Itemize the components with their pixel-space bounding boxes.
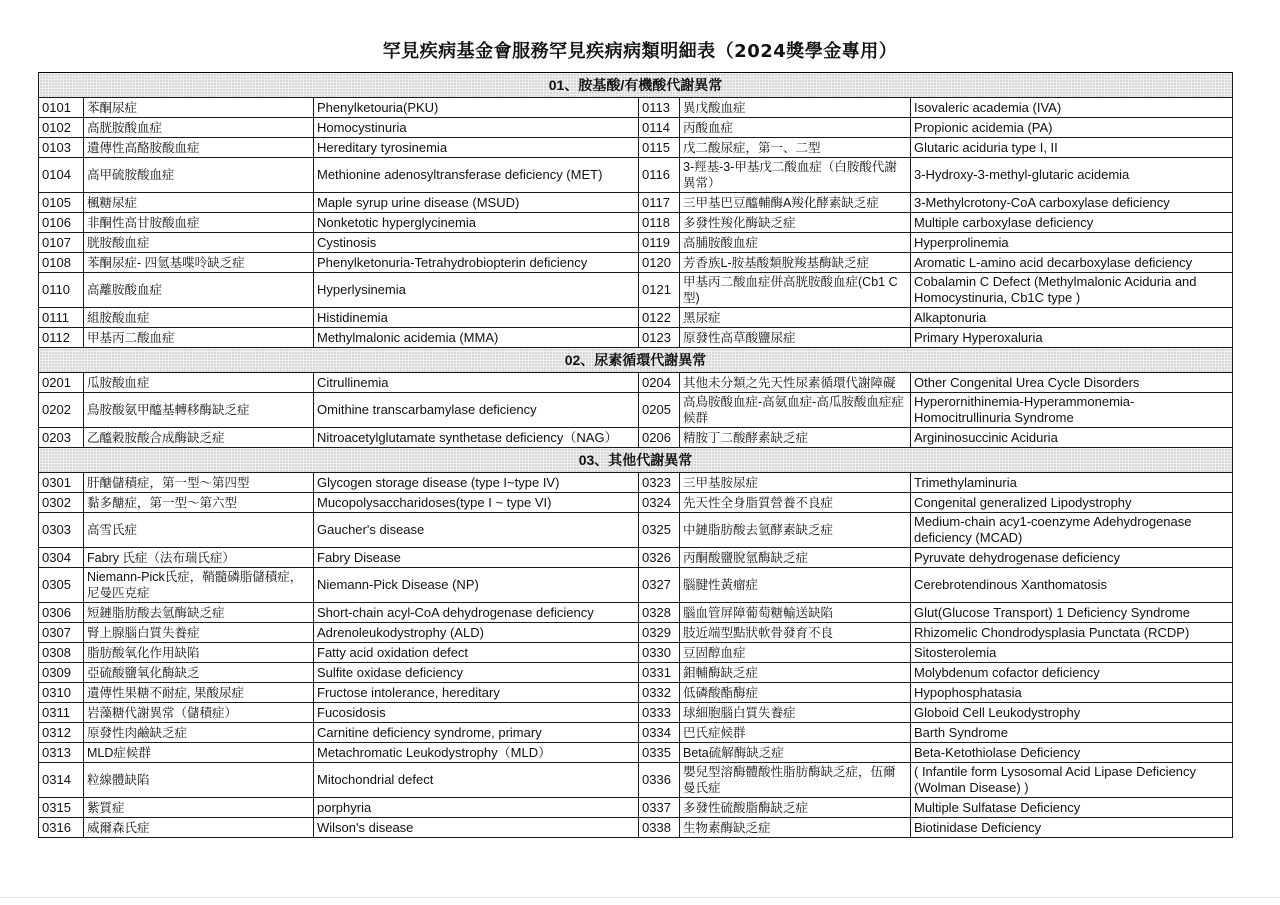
left-code-cell: 0309	[39, 663, 84, 683]
right-disease-name-en: Molybdenum cofactor deficiency	[911, 663, 1233, 683]
left-code-cell: 0314	[39, 763, 84, 798]
right-code-cell: 0327	[639, 568, 680, 603]
left-disease-name-en: Glycogen storage disease (type I~type IV)	[314, 473, 639, 493]
left-code-cell: 0102	[39, 118, 84, 138]
right-disease-name-zh: Beta硫解酶缺乏症	[680, 743, 911, 763]
right-disease-name-zh: 精胺丁二酸酵素缺乏症	[680, 428, 911, 448]
left-disease-name-en: Histidinemia	[314, 308, 639, 328]
right-disease-name-zh: 3-羥基-3-甲基戊二酸血症（白胺酸代謝異常）	[680, 158, 911, 193]
right-code-cell: 0337	[639, 798, 680, 818]
section-heading-row	[39, 73, 1233, 98]
page-title: 罕見疾病基金會服務罕見疾病病類明細表（2024獎學金專用）	[382, 41, 898, 62]
left-disease-name-zh: 岩藻糖代謝異常（儲積症）	[84, 703, 314, 723]
left-disease-name-zh: 組胺酸血症	[84, 308, 314, 328]
right-disease-name-zh: 高脯胺酸血症	[680, 233, 911, 253]
left-disease-name-en: Wilson's disease	[314, 818, 639, 838]
right-code-cell: 0332	[639, 683, 680, 703]
right-disease-name-zh: 腦腱性黃瘤症	[680, 568, 911, 603]
right-disease-name-en: Glut(Glucose Transport) 1 Deficiency Syndrome	[911, 603, 1233, 623]
section-heading-row	[39, 348, 1233, 373]
left-code-cell: 0306	[39, 603, 84, 623]
right-code-cell: 0323	[639, 473, 680, 493]
left-disease-name-en: Gaucher's disease	[314, 513, 639, 548]
left-code-cell: 0301	[39, 473, 84, 493]
left-disease-name-zh: 苯酮尿症	[84, 98, 314, 118]
right-code-cell: 0331	[639, 663, 680, 683]
table-row	[39, 328, 1233, 348]
table-row	[39, 663, 1233, 683]
left-disease-name-en: Nitroacetylglutamate synthetase deficiency（NAG）	[314, 428, 639, 448]
right-code-cell: 0123	[639, 328, 680, 348]
left-disease-name-en: Cystinosis	[314, 233, 639, 253]
table-row	[39, 568, 1233, 603]
left-disease-name-zh: 脂肪酸氧化作用缺陷	[84, 643, 314, 663]
right-disease-name-en: Alkaptonuria	[911, 308, 1233, 328]
right-disease-name-en: Sitosterolemia	[911, 643, 1233, 663]
section-heading: 02、尿素循環代謝異常	[39, 348, 1233, 373]
left-disease-name-zh: 腎上腺腦白質失養症	[84, 623, 314, 643]
right-code-cell: 0122	[639, 308, 680, 328]
table-row	[39, 743, 1233, 763]
right-disease-name-en: Hypophosphatasia	[911, 683, 1233, 703]
table-row	[39, 603, 1233, 623]
left-disease-name-zh: 高離胺酸血症	[84, 273, 314, 308]
right-disease-name-en: Argininosuccinic Aciduria	[911, 428, 1233, 448]
right-disease-name-en: Cobalamin C Defect (Methylmalonic Aciduria and Homocystinuria, Cb1C type )	[911, 273, 1233, 308]
right-code-cell: 0325	[639, 513, 680, 548]
right-disease-name-zh: 鉬輔酶缺乏症	[680, 663, 911, 683]
right-code-cell: 0334	[639, 723, 680, 743]
left-disease-name-zh: 甲基丙二酸血症	[84, 328, 314, 348]
right-disease-name-zh: 球細胞腦白質失養症	[680, 703, 911, 723]
right-code-cell: 0336	[639, 763, 680, 798]
left-disease-name-zh: 鳥胺酸氨甲醯基轉移酶缺乏症	[84, 393, 314, 428]
left-disease-name-en: Homocystinuria	[314, 118, 639, 138]
left-disease-name-zh: MLD症候群	[84, 743, 314, 763]
right-disease-name-en: Congenital generalized Lipodystrophy	[911, 493, 1233, 513]
right-disease-name-en: Other Congenital Urea Cycle Disorders	[911, 373, 1233, 393]
left-code-cell: 0103	[39, 138, 84, 158]
left-disease-name-en: Mucopolysaccharidoses(type I ~ type VI)	[314, 493, 639, 513]
right-disease-name-zh: 原發性高草酸鹽尿症	[680, 328, 911, 348]
table-row	[39, 513, 1233, 548]
right-code-cell: 0121	[639, 273, 680, 308]
right-disease-name-zh: 其他未分類之先天性尿素循環代謝障礙	[680, 373, 911, 393]
right-disease-name-en: Trimethylaminuria	[911, 473, 1233, 493]
right-disease-name-en: Hyperornithinemia-Hyperammonemia-Homocitrullinuria Syndrome	[911, 393, 1233, 428]
right-code-cell: 0329	[639, 623, 680, 643]
left-disease-name-en: Hereditary tyrosinemia	[314, 138, 639, 158]
right-disease-name-en: Rhizomelic Chondrodysplasia Punctata (RCDP)	[911, 623, 1233, 643]
right-disease-name-en: Medium-chain acy1-coenzyme Adehydrogenase deficiency (MCAD)	[911, 513, 1233, 548]
table-row	[39, 273, 1233, 308]
right-code-cell: 0113	[639, 98, 680, 118]
left-disease-name-en: Niemann-Pick Disease (NP)	[314, 568, 639, 603]
right-disease-name-zh: 腦血管屏障葡萄糖輸送缺陷	[680, 603, 911, 623]
section-heading-row	[39, 448, 1233, 473]
scan-edge-line	[0, 897, 1280, 898]
table-row	[39, 473, 1233, 493]
table-row	[39, 763, 1233, 798]
right-code-cell: 0116	[639, 158, 680, 193]
table-row	[39, 253, 1233, 273]
left-disease-name-en: Mitochondrial defect	[314, 763, 639, 798]
right-disease-name-zh: 丙酸血症	[680, 118, 911, 138]
left-disease-name-en: Carnitine deficiency syndrome, primary	[314, 723, 639, 743]
left-disease-name-zh: 亞硫酸鹽氧化酶缺乏	[84, 663, 314, 683]
right-disease-name-en: Aromatic L-amino acid decarboxylase deficiency	[911, 253, 1233, 273]
right-disease-name-en: Globoid Cell Leukodystrophy	[911, 703, 1233, 723]
table-row	[39, 193, 1233, 213]
table-row	[39, 643, 1233, 663]
left-disease-name-en: Sulfite oxidase deficiency	[314, 663, 639, 683]
right-disease-name-en: Glutaric aciduria type I, II	[911, 138, 1233, 158]
left-code-cell: 0107	[39, 233, 84, 253]
table-row	[39, 158, 1233, 193]
right-code-cell: 0338	[639, 818, 680, 838]
right-disease-name-en: Primary Hyperoxaluria	[911, 328, 1233, 348]
left-code-cell: 0201	[39, 373, 84, 393]
right-disease-name-zh: 巴氏症候群	[680, 723, 911, 743]
left-code-cell: 0203	[39, 428, 84, 448]
left-code-cell: 0108	[39, 253, 84, 273]
left-disease-name-en: Fructose intolerance, hereditary	[314, 683, 639, 703]
left-code-cell: 0202	[39, 393, 84, 428]
left-disease-name-zh: 粒線體缺陷	[84, 763, 314, 798]
left-disease-name-zh: Niemann-Pick氏症，鞘髓磷脂儲積症，尼曼匹克症	[84, 568, 314, 603]
right-disease-name-zh: 異戊酸血症	[680, 98, 911, 118]
left-disease-name-en: Metachromatic Leukodystrophy（MLD）	[314, 743, 639, 763]
right-disease-name-en: Propionic acidemia (PA)	[911, 118, 1233, 138]
right-code-cell: 0119	[639, 233, 680, 253]
left-disease-name-en: Phenylketonuria-Tetrahydrobiopterin deficiency	[314, 253, 639, 273]
left-disease-name-zh: 乙醯穀胺酸合成酶缺乏症	[84, 428, 314, 448]
left-code-cell: 0112	[39, 328, 84, 348]
left-disease-name-zh: 原發性肉鹼缺乏症	[84, 723, 314, 743]
table-row	[39, 308, 1233, 328]
left-code-cell: 0111	[39, 308, 84, 328]
left-disease-name-en: Fatty acid oxidation defect	[314, 643, 639, 663]
left-code-cell: 0308	[39, 643, 84, 663]
right-code-cell: 0204	[639, 373, 680, 393]
section-heading: 01、胺基酸/有機酸代謝異常	[39, 73, 1233, 98]
table-row	[39, 428, 1233, 448]
right-disease-name-en: Multiple Sulfatase Deficiency	[911, 798, 1233, 818]
left-code-cell: 0310	[39, 683, 84, 703]
left-disease-name-zh: 胱胺酸血症	[84, 233, 314, 253]
right-disease-name-en: Multiple carboxylase deficiency	[911, 213, 1233, 233]
right-code-cell: 0328	[639, 603, 680, 623]
left-disease-name-zh: 楓糖尿症	[84, 193, 314, 213]
right-code-cell: 0205	[639, 393, 680, 428]
right-disease-name-zh: 戊二酸尿症，第一、二型	[680, 138, 911, 158]
table-row	[39, 98, 1233, 118]
left-disease-name-zh: 遺傳性果糖不耐症, 果酸尿症	[84, 683, 314, 703]
left-disease-name-en: Nonketotic hyperglycinemia	[314, 213, 639, 233]
right-code-cell: 0117	[639, 193, 680, 213]
table-row	[39, 393, 1233, 428]
table-row	[39, 683, 1233, 703]
right-disease-name-zh: 肢近端型點狀軟骨發育不良	[680, 623, 911, 643]
right-disease-name-zh: 三甲基胺尿症	[680, 473, 911, 493]
table-row	[39, 798, 1233, 818]
left-disease-name-zh: 高雪氏症	[84, 513, 314, 548]
right-disease-name-zh: 甲基丙二酸血症併高胱胺酸血症(Cb1 C型)	[680, 273, 911, 308]
right-disease-name-zh: 三甲基巴豆醯輔酶A羧化酵素缺乏症	[680, 193, 911, 213]
left-disease-name-en: Omithine transcarbamylase deficiency	[314, 393, 639, 428]
table-row	[39, 818, 1233, 838]
left-disease-name-en: Fabry Disease	[314, 548, 639, 568]
table-row	[39, 138, 1233, 158]
right-code-cell: 0335	[639, 743, 680, 763]
left-disease-name-en: porphyria	[314, 798, 639, 818]
right-disease-name-zh: 丙酮酸鹽脫氫酶缺乏症	[680, 548, 911, 568]
right-disease-name-en: 3-Methylcrotony-CoA carboxylase deficiency	[911, 193, 1233, 213]
right-disease-name-en: ( Infantile form Lysosomal Acid Lipase Deficiency (Wolman Disease) )	[911, 763, 1233, 798]
left-code-cell: 0105	[39, 193, 84, 213]
table-row	[39, 548, 1233, 568]
table-row	[39, 118, 1233, 138]
right-code-cell: 0326	[639, 548, 680, 568]
left-disease-name-zh: 瓜胺酸血症	[84, 373, 314, 393]
left-disease-name-zh: 高甲硫胺酸血症	[84, 158, 314, 193]
left-disease-name-zh: 紫質症	[84, 798, 314, 818]
right-disease-name-zh: 豆固醇血症	[680, 643, 911, 663]
table-row	[39, 723, 1233, 743]
left-disease-name-en: Adrenoleukodystrophy (ALD)	[314, 623, 639, 643]
left-code-cell: 0302	[39, 493, 84, 513]
right-code-cell: 0114	[639, 118, 680, 138]
table-row	[39, 493, 1233, 513]
table-row	[39, 213, 1233, 233]
left-disease-name-en: Phenylketouria(PKU)	[314, 98, 639, 118]
left-disease-name-en: Fucosidosis	[314, 703, 639, 723]
left-code-cell: 0110	[39, 273, 84, 308]
right-disease-name-zh: 先天性全身脂質營養不良症	[680, 493, 911, 513]
right-disease-name-zh: 多發性羧化酶缺乏症	[680, 213, 911, 233]
table-row	[39, 233, 1233, 253]
right-disease-name-zh: 中鏈脂肪酸去氫酵素缺乏症	[680, 513, 911, 548]
left-code-cell: 0311	[39, 703, 84, 723]
left-code-cell: 0104	[39, 158, 84, 193]
right-disease-name-en: 3-Hydroxy-3-methyl-glutaric acidemia	[911, 158, 1233, 193]
right-code-cell: 0118	[639, 213, 680, 233]
right-code-cell: 0333	[639, 703, 680, 723]
left-disease-name-zh: 苯酮尿症- 四氫基喋呤缺乏症	[84, 253, 314, 273]
right-disease-name-en: Biotinidase Deficiency	[911, 818, 1233, 838]
right-disease-name-en: Pyruvate dehydrogenase deficiency	[911, 548, 1233, 568]
left-disease-name-en: Citrullinemia	[314, 373, 639, 393]
table-row	[39, 703, 1233, 723]
left-code-cell: 0312	[39, 723, 84, 743]
left-disease-name-zh: 黏多醣症，第一型～第六型	[84, 493, 314, 513]
right-disease-name-zh: 高鳥胺酸血症-高氨血症-高瓜胺酸血症症候群	[680, 393, 911, 428]
table-row	[39, 373, 1233, 393]
right-disease-name-zh: 多發性硫酸脂酶缺乏症	[680, 798, 911, 818]
left-code-cell: 0316	[39, 818, 84, 838]
left-disease-name-en: Methylmalonic acidemia (MMA)	[314, 328, 639, 348]
right-disease-name-zh: 芳香族L-胺基酸類脫羧基酶缺乏症	[680, 253, 911, 273]
table-body	[39, 73, 1233, 838]
left-code-cell: 0304	[39, 548, 84, 568]
left-code-cell: 0307	[39, 623, 84, 643]
table-row	[39, 623, 1233, 643]
right-code-cell: 0115	[639, 138, 680, 158]
left-code-cell: 0106	[39, 213, 84, 233]
left-disease-name-zh: 威爾森氏症	[84, 818, 314, 838]
left-disease-name-zh: 肝醣儲積症，第一型～第四型	[84, 473, 314, 493]
right-disease-name-en: Beta-Ketothiolase Deficiency	[911, 743, 1233, 763]
left-disease-name-zh: 短鏈脂肪酸去氫酶缺乏症	[84, 603, 314, 623]
right-disease-name-zh: 黑尿症	[680, 308, 911, 328]
right-disease-name-zh: 嬰兒型溶酶體酸性脂肪酶缺乏症，伍爾曼氏症	[680, 763, 911, 798]
right-code-cell: 0206	[639, 428, 680, 448]
right-code-cell: 0324	[639, 493, 680, 513]
right-disease-name-en: Hyperprolinemia	[911, 233, 1233, 253]
disease-table	[38, 72, 1233, 838]
left-disease-name-en: Hyperlysinemia	[314, 273, 639, 308]
left-disease-name-en: Maple syrup urine disease (MSUD)	[314, 193, 639, 213]
left-code-cell: 0313	[39, 743, 84, 763]
left-disease-name-en: Methionine adenosyltransferase deficiency (MET)	[314, 158, 639, 193]
left-disease-name-en: Short-chain acyl-CoA dehydrogenase deficiency	[314, 603, 639, 623]
left-code-cell: 0305	[39, 568, 84, 603]
right-code-cell: 0330	[639, 643, 680, 663]
left-disease-name-zh: 高胱胺酸血症	[84, 118, 314, 138]
left-code-cell: 0315	[39, 798, 84, 818]
left-code-cell: 0101	[39, 98, 84, 118]
right-disease-name-en: Cerebrotendinous Xanthomatosis	[911, 568, 1233, 603]
section-heading: 03、其他代謝異常	[39, 448, 1233, 473]
right-disease-name-zh: 低磷酸酯酶症	[680, 683, 911, 703]
left-disease-name-zh: 遺傳性高酪胺酸血症	[84, 138, 314, 158]
right-disease-name-en: Isovaleric academia (IVA)	[911, 98, 1233, 118]
left-disease-name-zh: Fabry 氏症（法布瑞氏症）	[84, 548, 314, 568]
left-disease-name-zh: 非酮性高甘胺酸血症	[84, 213, 314, 233]
right-disease-name-en: Barth Syndrome	[911, 723, 1233, 743]
left-code-cell: 0303	[39, 513, 84, 548]
right-code-cell: 0120	[639, 253, 680, 273]
right-disease-name-zh: 生物素酶缺乏症	[680, 818, 911, 838]
